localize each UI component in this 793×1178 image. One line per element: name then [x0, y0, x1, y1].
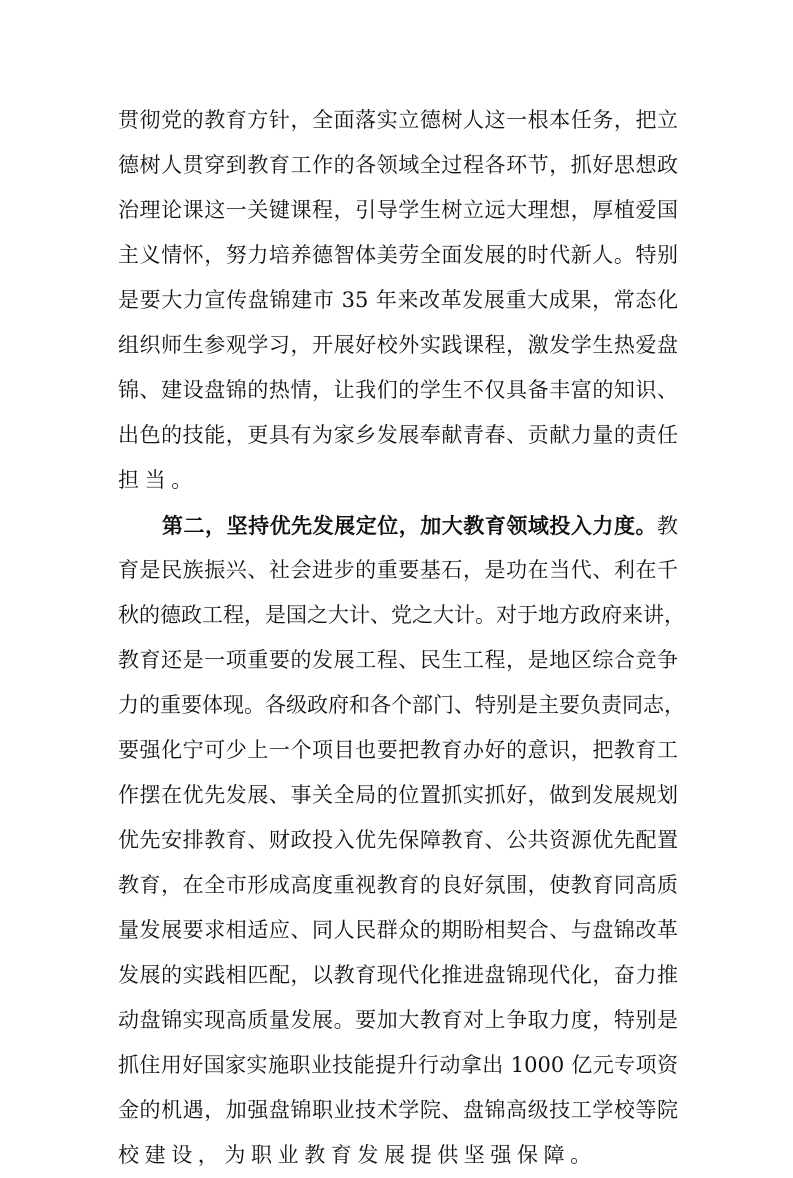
text-line: 贯彻党的教育方针，全面落实立德树人这一根本任务，把立	[118, 108, 678, 132]
paragraph-1	[118, 98, 678, 503]
text-line: 教育，在全市形成高度重视教育的良好氛围，使教育同高质	[118, 873, 678, 897]
text-line: 动盘锦实现高质量发展。要加大教育对上争取力度，特别是	[118, 1008, 678, 1032]
text-line: 抓住用好国家实施职业技能提升行动拿出 1000 亿元专项资	[118, 1053, 678, 1077]
paragraph-2	[118, 503, 685, 1178]
text-line-first	[118, 503, 678, 548]
text-line: 育是民族振兴、社会进步的重要基石，是功在当代、利在千	[118, 558, 678, 582]
text-line: 出色的技能，更具有为家乡发展奉献青春、贡献力量的责任	[118, 423, 678, 447]
text-line: 力的重要体现。各级政府和各个部门、特别是主要负责同志，	[118, 693, 685, 717]
paragraph-heading: 第二，坚持优先发展定位，加大教育领域投入力度。	[162, 513, 657, 538]
text-fragment: 教	[657, 514, 678, 538]
text-line: 治理论课这一关键课程，引导学生树立远大理想，厚植爱国	[118, 198, 678, 222]
text-line: 德树人贯穿到教育工作的各领域全过程各环节，抓好思想政	[118, 153, 678, 177]
text-line: 担当。	[118, 468, 198, 492]
text-line: 作摆在优先发展、事关全局的位置抓实抓好，做到发展规划	[118, 783, 678, 807]
text-line: 秋的德政工程，是国之大计、党之大计。对于地方政府来讲，	[118, 603, 685, 627]
text-line: 量发展要求相适应、同人民群众的期盼相契合、与盘锦改革	[118, 918, 678, 942]
document-page	[118, 98, 685, 1178]
text-line: 锦、建设盘锦的热情，让我们的学生不仅具备丰富的知识、	[118, 378, 678, 402]
text-line: 主义情怀，努力培养德智体美劳全面发展的时代新人。特别	[118, 243, 678, 267]
text-line: 要强化宁可少上一个项目也要把教育办好的意识，把教育工	[118, 738, 678, 762]
text-line: 是要大力宣传盘锦建市 35 年来改革发展重大成果，常态化	[118, 288, 678, 312]
text-line: 金的机遇，加强盘锦职业技术学院、盘锦高级技工学校等院	[118, 1098, 678, 1122]
text-line: 教育还是一项重要的发展工程、民生工程，是地区综合竞争	[118, 648, 678, 672]
text-line: 发展的实践相匹配，以教育现代化推进盘锦现代化，奋力推	[118, 963, 678, 987]
text-line: 校建设，为职业教育发展提供坚强保障。	[118, 1143, 597, 1167]
text-line: 优先安排教育、财政投入优先保障教育、公共资源优先配置	[118, 828, 678, 852]
text-line: 组织师生参观学习，开展好校外实践课程，激发学生热爱盘	[118, 333, 678, 357]
